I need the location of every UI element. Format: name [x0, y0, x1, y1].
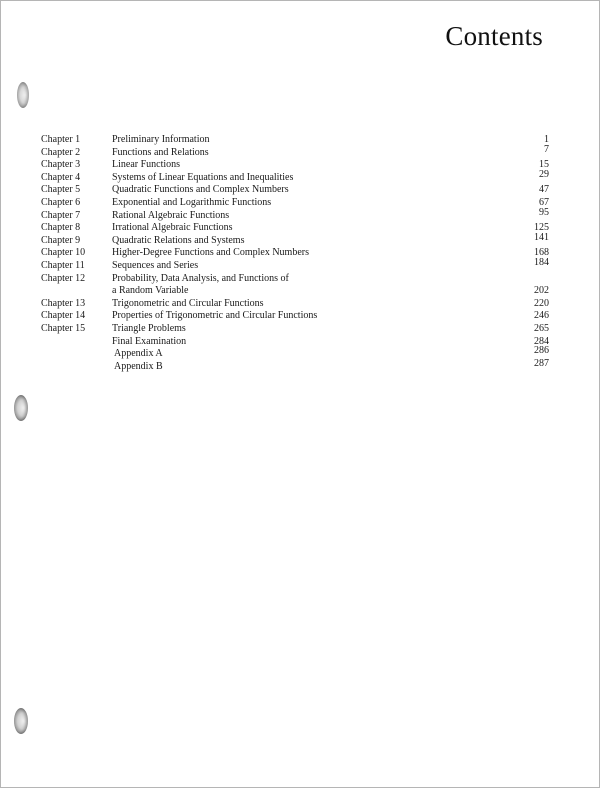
page-number: 286 — [534, 345, 549, 357]
toc-row — [41, 310, 549, 323]
page-number: 287 — [534, 357, 549, 369]
chapter-title: Functions and Relations — [112, 146, 209, 158]
page-number: 29 — [539, 168, 549, 180]
chapter-number: Chapter 12 — [41, 272, 86, 284]
page-number: 202 — [534, 285, 549, 297]
chapter-title: Sequences and Series — [112, 259, 199, 271]
chapter-title: Preliminary Information — [112, 134, 210, 145]
chapter-number: Chapter 14 — [41, 310, 86, 322]
page-number: 125 — [534, 222, 549, 234]
chapter-title: Rational Algebraic Functions — [112, 209, 230, 221]
binder-hole-icon — [14, 395, 28, 421]
page-number: 7 — [544, 143, 549, 155]
chapter-number: Chapter 10 — [41, 247, 86, 259]
toc-row — [41, 247, 549, 260]
chapter-number: Chapter 1 — [41, 134, 81, 145]
chapter-number: Chapter 7 — [41, 209, 81, 221]
toc-row — [41, 336, 549, 349]
binder-hole-icon — [14, 708, 28, 734]
chapter-number: Chapter 8 — [41, 222, 81, 234]
toc-row — [41, 206, 549, 223]
chapter-title: Linear Functions — [112, 159, 181, 171]
page-number: 95 — [539, 206, 549, 218]
toc-row — [41, 323, 549, 336]
page-number: 141 — [534, 231, 549, 243]
toc-row — [41, 273, 549, 298]
chapter-number: Chapter 6 — [41, 196, 81, 208]
toc-row — [41, 159, 549, 172]
chapter-number: Chapter 13 — [41, 297, 86, 309]
chapter-number: Chapter 9 — [41, 234, 81, 246]
binder-hole-icon — [17, 82, 29, 108]
toc-row — [41, 357, 549, 374]
page-number: 15 — [539, 159, 549, 171]
chapter-title-continued: a Random Variable — [112, 285, 189, 297]
chapter-title: Probability, Data Analysis, and Functions of — [112, 272, 289, 284]
chapter-title: Trigonometric and Circular Functions — [112, 297, 264, 309]
toc-row — [41, 184, 549, 197]
toc-row — [41, 231, 549, 248]
toc-row — [41, 143, 549, 160]
chapter-number: Chapter 3 — [41, 159, 81, 171]
page-number: 47 — [539, 184, 549, 196]
page-number: 168 — [534, 247, 549, 259]
chapter-title: Properties of Trigonometric and Circular Functions — [112, 310, 318, 322]
chapter-number: Chapter 2 — [41, 146, 81, 158]
toc-row — [41, 256, 549, 273]
chapter-title: Quadratic Functions and Complex Numbers — [112, 184, 289, 196]
page-title: Contents — [445, 21, 543, 51]
page-number: 246 — [534, 310, 549, 322]
toc-row — [41, 168, 549, 185]
toc-row — [41, 298, 549, 311]
chapter-number: Chapter 15 — [41, 322, 86, 334]
chapter-title: Irrational Algebraic Functions — [112, 222, 233, 234]
chapter-title: Quadratic Relations and Systems — [112, 234, 245, 246]
toc-row — [41, 197, 549, 210]
chapter-number: Chapter 11 — [41, 259, 85, 271]
page-number: 284 — [534, 335, 549, 347]
chapter-title: Exponential and Logarithmic Functions — [112, 196, 272, 208]
section-title: Appendix B — [114, 360, 163, 372]
toc-row — [41, 134, 549, 147]
toc-row — [41, 345, 549, 361]
chapter-title: Higher-Degree Functions and Complex Numbers — [112, 247, 309, 259]
chapter-number: Chapter 5 — [41, 184, 81, 196]
page-number: 265 — [534, 322, 549, 334]
section-title: Final Examination — [112, 335, 187, 347]
chapter-number: Chapter 4 — [41, 171, 81, 183]
table-of-contents — [41, 134, 549, 373]
chapter-title: Systems of Linear Equations and Inequalities — [112, 171, 294, 183]
page-number: 67 — [539, 196, 549, 208]
chapter-title: Triangle Problems — [112, 322, 186, 334]
page-number: 1 — [544, 134, 549, 145]
section-title: Appendix A — [114, 348, 163, 360]
page-number: 220 — [534, 297, 549, 309]
page-number: 184 — [534, 256, 549, 268]
toc-row — [41, 222, 549, 235]
